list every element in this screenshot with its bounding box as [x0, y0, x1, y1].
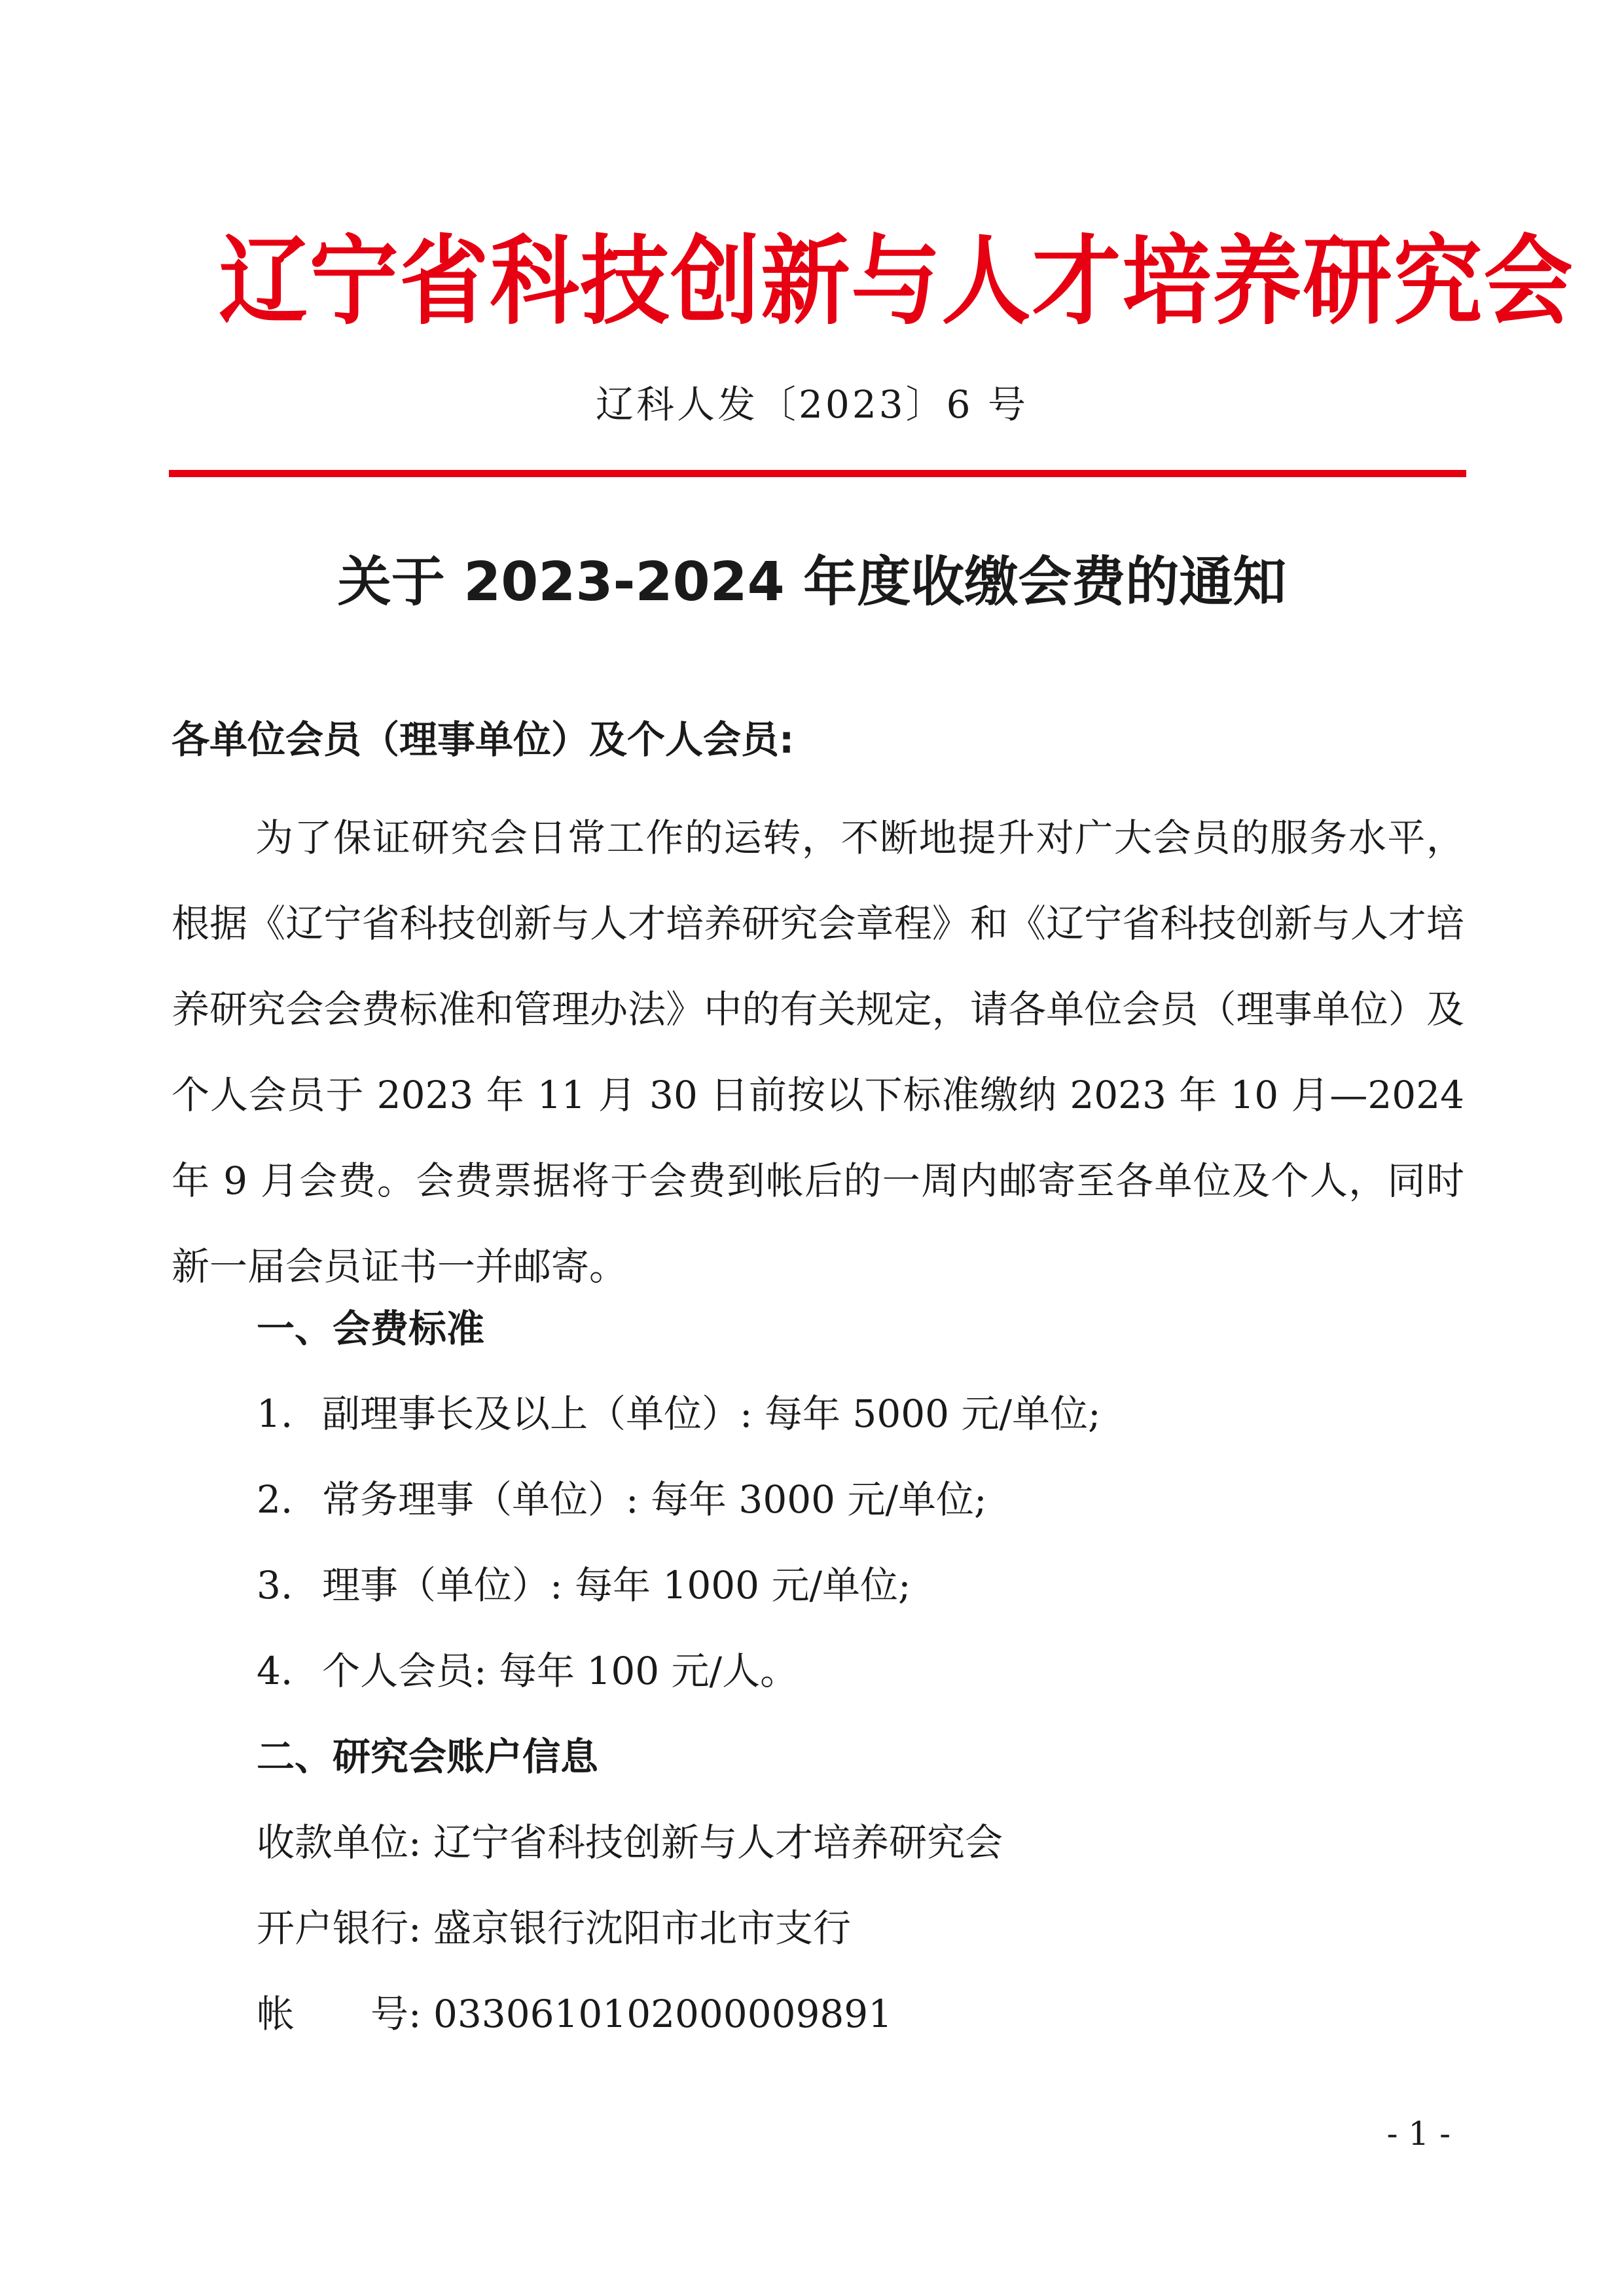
account-label: 帐 号: [257, 1992, 422, 2036]
fee-item-number: 2. [257, 1477, 293, 1522]
fee-item-text: 副理事长及以上（单位）: 每年 5000 元/单位; [322, 1391, 1101, 1436]
document-number: 辽科人发〔2023〕6 号 [596, 382, 1028, 427]
body-paragraph: 为了保证研究会日常工作的运转，不断地提升对广大会员的服务水平，根据《辽宁省科技创新与人才培养研究会章程》和《辽宁省科技创新与人才培养研究会会费标准和管理办法》中的有关规定，请各单位会员（理事单位）及个人会员于 2023 年 11 月 30 日前按以下标准缴纳 2023 年 10 月—2024 年 9 月会费。会费票据将于会费到帐后的一周内邮寄至各单位及个人，同时新一届会员证书一并邮寄。 [171, 816, 1464, 1289]
section-heading-account-info: 二、研究会账户信息 [257, 1734, 599, 1779]
fee-item-number: 1. [257, 1391, 293, 1436]
bank-label: 开户银行: [257, 1906, 422, 1950]
payee-label: 收款单位: [257, 1820, 422, 1865]
org-masthead: 辽宁省科技创新与人才培养研究会 [219, 225, 1574, 338]
page-number: - 1 - [1386, 2115, 1451, 2153]
account-row [257, 1984, 892, 2043]
payee-row [257, 1813, 1003, 1872]
payee-value: 辽宁省科技创新与人才培养研究会 [433, 1820, 1003, 1865]
fee-item [257, 1470, 987, 1529]
fee-item [257, 1641, 798, 1700]
fee-item-number: 4. [257, 1649, 293, 1693]
fee-item-text: 个人会员: 每年 100 元/人。 [322, 1649, 799, 1693]
notice-title: 关于 2023-2024 年度收缴会费的通知 [337, 551, 1287, 613]
fee-item [257, 1556, 911, 1615]
bank-value: 盛京银行沈阳市北市支行 [433, 1906, 851, 1950]
account-value: 0330610102000009891 [433, 1992, 893, 2036]
fee-item-text: 理事（单位）: 每年 1000 元/单位; [322, 1563, 911, 1607]
bank-row [257, 1899, 851, 1958]
red-divider-line [169, 470, 1466, 477]
fee-item-text: 常务理事（单位）: 每年 3000 元/单位; [322, 1477, 987, 1522]
fee-item [257, 1384, 1101, 1443]
fee-item-number: 3. [257, 1563, 293, 1607]
salutation: 各单位会员（理事单位）及个人会员: [171, 717, 795, 762]
section-heading-fee-standards: 一、会费标准 [257, 1306, 485, 1351]
